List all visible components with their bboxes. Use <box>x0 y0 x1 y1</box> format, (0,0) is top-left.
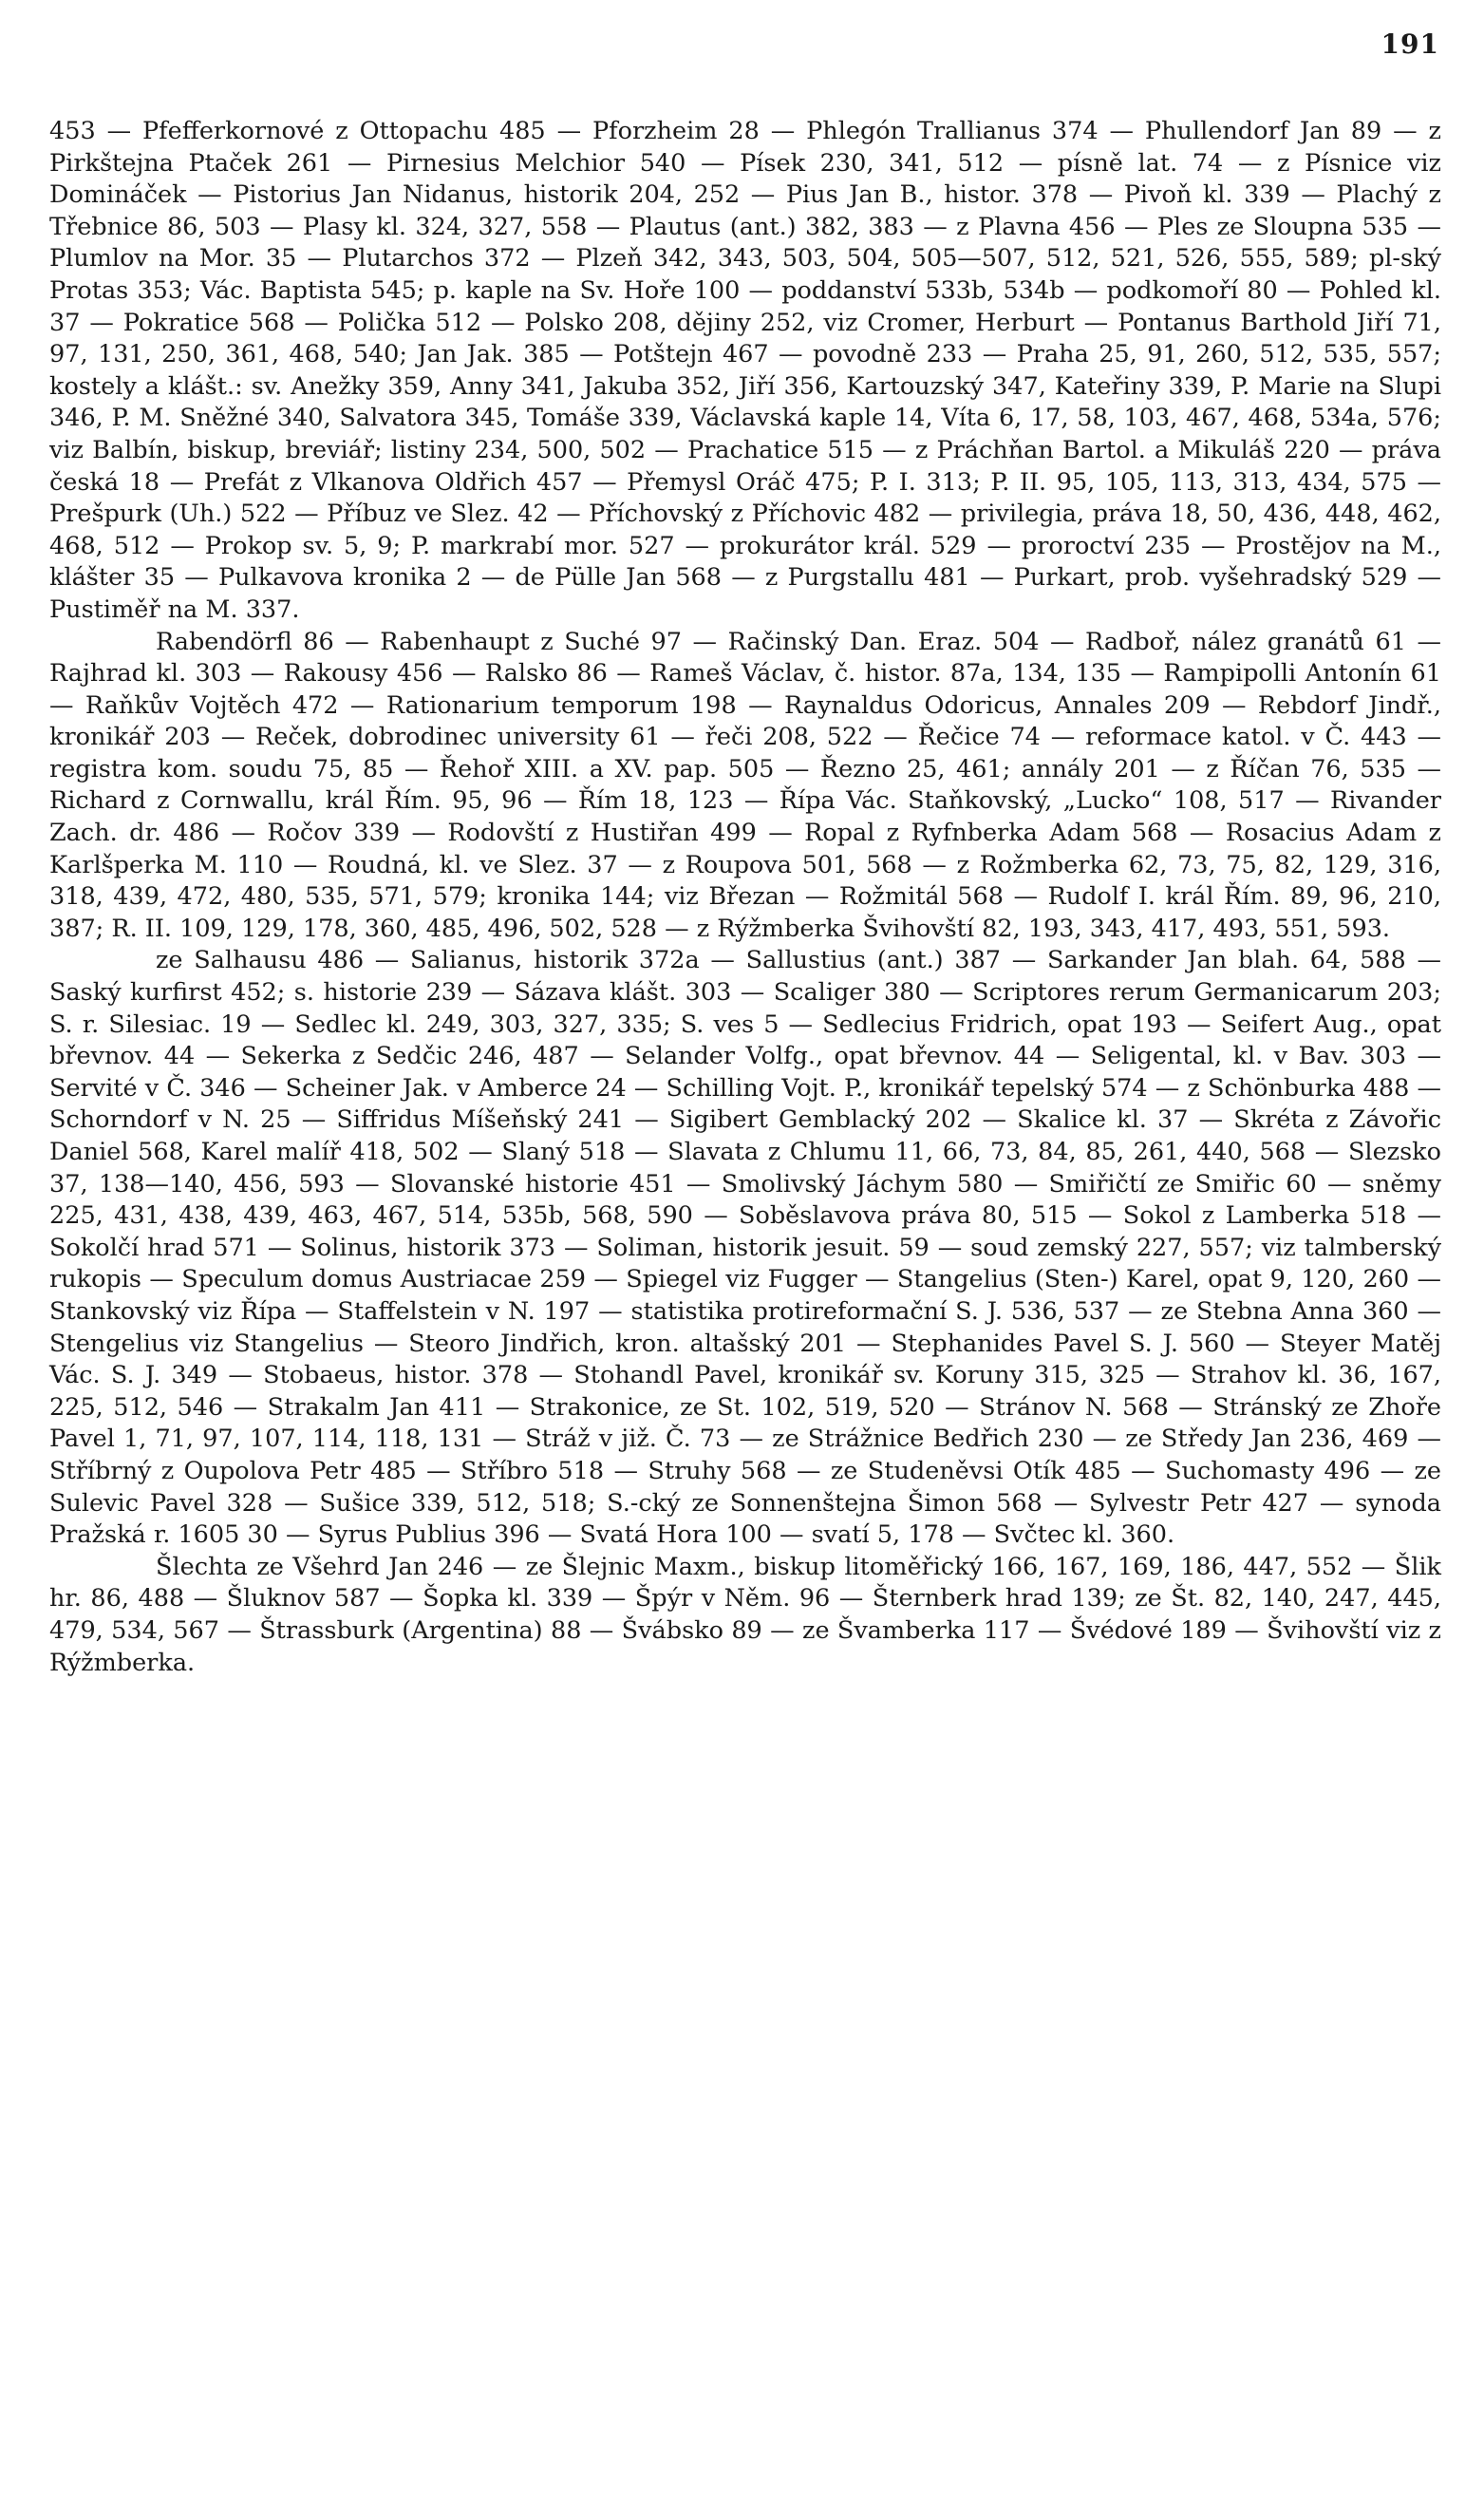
page-number: 191 <box>1381 28 1439 60</box>
index-body <box>49 116 1441 1679</box>
index-section-s: ze Salhausu 486 — Salianus, historik 372a — Sallustius (ant.) 387 — Sarkander Jan blah. 64, 588 — Saský kurfirst 452; s. historie 239 — Sázava klášt. 303 — Scaliger 380 — Scriptores rerum Germanicarum 203; S. r. Silesiac. 19 — Sedlec kl. 249, 303, 327, 335; S. ves 5 — Sedlecius Fridrich, opat 193 — Seifert Aug., opat břevnov. 44 — Sekerka z Sedčic 246, 487 — Selander Volfg., opat břevnov. 44 — Seligental, kl. v Bav. 303 — Servité v Č. 346 — Scheiner Jak. v Amberce 24 — Schilling Vojt. P., kronikář tepelský 574 — z Schönburka 488 — Schorndorf v N. 25 — Siffridus Míšeňský 241 — Sigibert Gemblacký 202 — Skalice kl. 37 — Skréta z Závořic Daniel 568, Karel malíř 418, 502 — Slaný 518 — Slavata z Chlumu 11, 66, 73, 84, 85, 261, 440, 568 — Slezsko 37, 138—140, 456, 593 — Slovanské historie 451 — Smolivský Jáchym 580 — Smiřičtí ze Smiřic 60 — sněmy 225, 431, 438, 439, 463, 467, 514, 535b, 568, 590 — Soběslavova práva 80, 515 — Sokol z Lamberka 518 — Sokolčí hrad 571 — Solinus, historik 373 — Soliman, historik jesuit. 59 — soud zemský 227, 557; viz talmberský rukopis — Speculum domus Austriacae 259 — Spiegel viz Fugger — Stangelius (Sten-) Karel, opat 9, 120, 260 — Stankovský viz Řípa — Staffelstein v N. 197 — statistika protireformační S. J. 536, 537 — ze Stebna Anna 360 — Stengelius viz Stangelius — Steoro Jindřich, kron. altašský 201 — Stephanides Pavel S. J. 560 — Steyer Matěj Vác. S. J. 349 — Stobaeus, histor. 378 — Stohandl Pavel, kronikář sv. Koruny 315, 325 — Strahov kl. 36, 167, 225, 512, 546 — Strakalm Jan 411 — Strakonice, ze St. 102, 519, 520 — Stránov N. 568 — Stránský ze Zhoře Pavel 1, 71, 97, 107, 114, 118, 131 — Stráž v již. Č. 73 — ze Strážnice Bedřich 230 — ze Středy Jan 236, 469 — Stříbrný z Oupolova Petr 485 — Stříbro 518 — Struhy 568 — ze Studeněvsi Otík 485 — Suchomasty 496 — ze Sulevic Pavel 328 — Sušice 339, 512, 518; S.-cký ze Sonnenštejna Šimon 568 — Sylvestr Petr 427 — synoda Pražská r. 1605 30 — Syrus Publius 396 — Svatá Hora 100 — svatí 5, 178 — Svčtec kl. 360. <box>49 946 1441 1550</box>
index-section-r: Rabendörfl 86 — Rabenhaupt z Suché 97 — Račinský Dan. Eraz. 504 — Radboř, nález granátů 61 — Rajhrad kl. 303 — Rakousy 456 — Ralsko 86 — Rameš Václav, č. histor. 87a, 134, 135 — Rampipolli Antonín 61 — Raňkův Vojtěch 472 — Rationarium temporum 198 — Raynaldus Odoricus, Annales 209 — Rebdorf Jindř., kronikář 203 — Reček, dobrodinec university 61 — řeči 208, 522 — Řečice 74 — reformace katol. v Č. 443 — registra kom. soudu 75, 85 — Řehoř XIII. a XV. pap. 505 — Řezno 25, 461; annály 201 — z Říčan 76, 535 — Richard z Cornwallu, král Řím. 95, 96 — Řím 18, 123 — Řípa Vác. Staňkovský, „Lucko“ 108, 517 — Rivander Zach. dr. 486 — Ročov 339 — Rodovští z Hustiřan 499 — Ropal z Ryfnberka Adam 568 — Rosacius Adam z Karlšperka M. 110 — Roudná, kl. ve Slez. 37 — z Roupova 501, 568 — z Rožmberka 62, 73, 75, 82, 129, 316, 318, 439, 472, 480, 535, 571, 579; kronika 144; viz Březan — Rožmitál 568 — Rudolf I. král Řím. 89, 96, 210, 387; R. II. 109, 129, 178, 360, 485, 496, 502, 528 — z Rýžmberka Švihovští 82, 193, 343, 417, 493, 551, 593. <box>49 627 1441 943</box>
index-section-sh: Šlechta ze Všehrd Jan 246 — ze Šlejnic Maxm., biskup litoměřický 166, 167, 169, 186, 447, 552 — Šlik hr. 86, 488 — Šluknov 587 — Šopka kl. 339 — Špýr v Něm. 96 — Šternberk hrad 139; ze Št. 82, 140, 247, 445, 479, 534, 567 — Štrassburk (Argentina) 88 — Švábsko 89 — ze Švamberka 117 — Švédové 189 — Švihovští viz z Rýžmberka. <box>49 1552 1441 1677</box>
index-section-p: 453 — Pfefferkornové z Ottopachu 485 — Pforzheim 28 — Phlegón Trallianus 374 — Phullendorf Jan 89 — z Pirkštejna Ptaček 261 — Pirnesius Melchior 540 — Písek 230, 341, 512 — písně lat. 74 — z Písnice viz Domináček — Pistorius Jan Nidanus, historik 204, 252 — Pius Jan B., histor. 378 — Pivoň kl. 339 — Plachý z Třebnice 86, 503 — Plasy kl. 324, 327, 558 — Plautus (ant.) 382, 383 — z Plavna 456 — Ples ze Sloupna 535 — Plumlov na Mor. 35 — Plutarchos 372 — Plzeň 342, 343, 503, 504, 505—507, 512, 521, 526, 555, 589; pl-ský Protas 353; Vác. Baptista 545; p. kaple na Sv. Hoře 100 — poddanství 533b, 534b — podkomoří 80 — Pohled kl. 37 — Pokratice 568 — Polička 512 — Polsko 208, dějiny 252, viz Cromer, Herburt — Pontanus Barthold Jiří 71, 97, 131, 250, 361, 468, 540; Jan Jak. 385 — Potštejn 467 — povodně 233 — Praha 25, 91, 260, 512, 535, 557; kostely a klášt.: sv. Anežky 359, Anny 341, Jakuba 352, Jiří 356, Kartouzský 347, Kateřiny 339, P. Marie na Slupi 346, P. M. Sněžné 340, Salvatora 345, Tomáše 339, Václavská kaple 14, Víta 6, 17, 58, 103, 467, 468, 534a, 576; viz Balbín, biskup, breviář; listiny 234, 500, 502 — Prachatice 515 — z Práchňan Bartol. a Mikuláš 220 — práva česká 18 — Prefát z Vlkanova Oldřich 457 — Přemysl Oráč 475; P. I. 313; P. II. 95, 105, 113, 313, 434, 575 — Prešpurk (Uh.) 522 — Příbuz ve Slez. 42 — Příchovský z Příchovic 482 — privilegia, práva 18, 50, 436, 448, 462, 468, 512 — Prokop sv. 5, 9; P. markrabí mor. 527 — prokurátor král. 529 — proroctví 235 — Prostějov na M., klášter 35 — Pulkavova kronika 2 — de Pülle Jan 568 — z Purgstallu 481 — Purkart, prob. vyšehradský 529 — Pustiměř na M. 337. <box>49 117 1441 624</box>
